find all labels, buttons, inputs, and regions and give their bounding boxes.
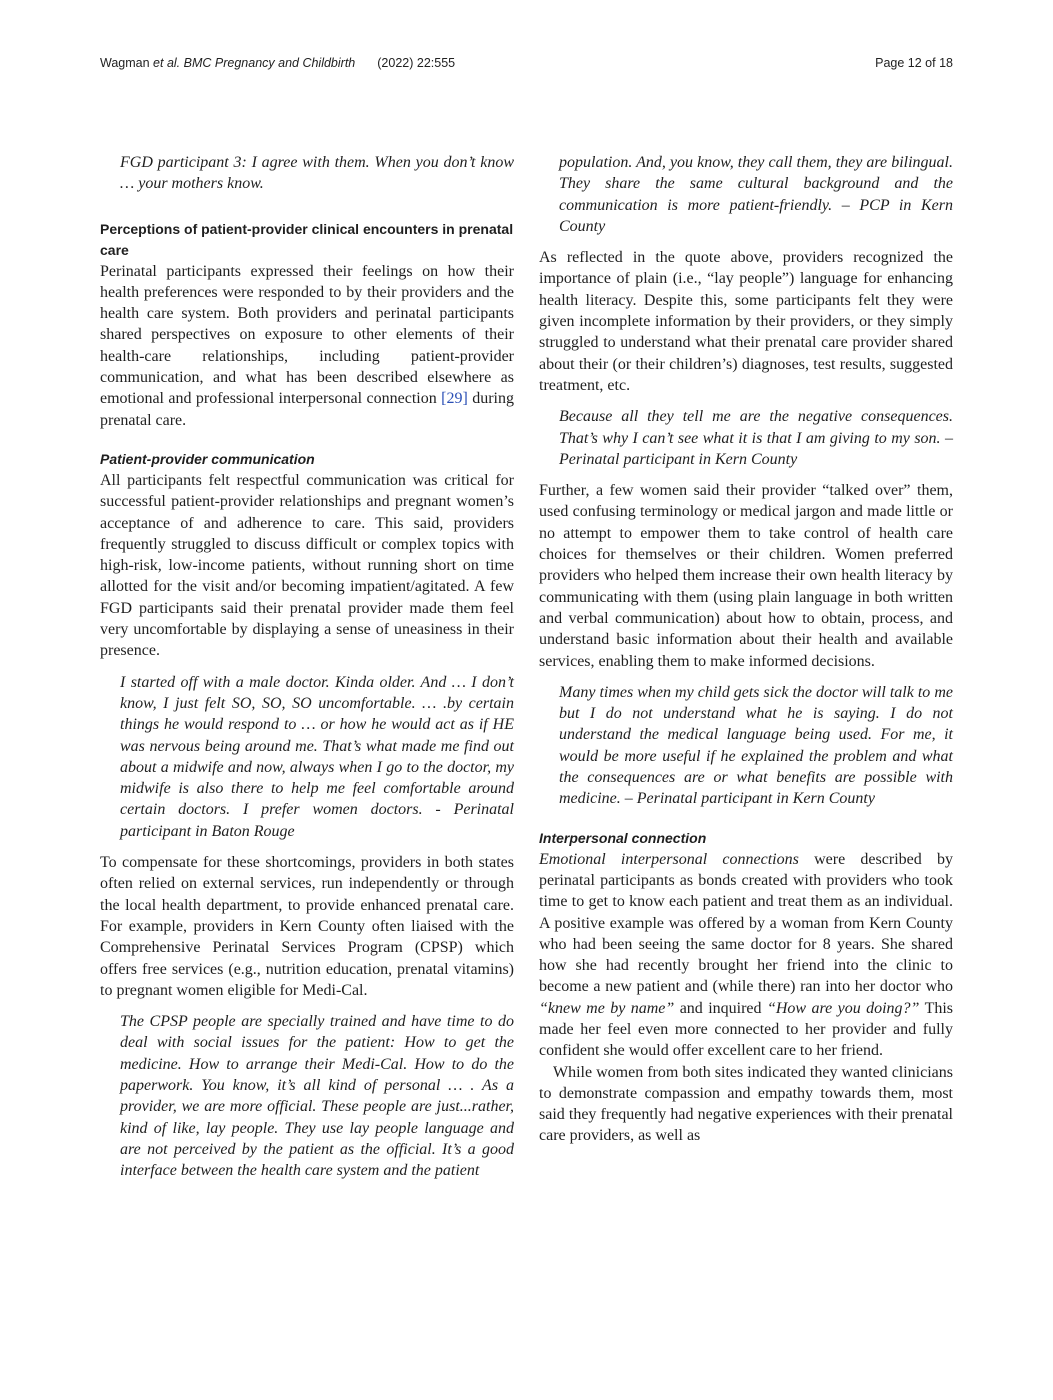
- right-column: [539, 152, 953, 1147]
- quote-kern-county-1: Because all they tell me are the negative consequences. That’s why I can’t see what it is that I am giving to my son. – Perinatal participant in Kern County: [559, 408, 953, 468]
- quote-kern-county-2: Many times when my child gets sick the doctor will talk to me but I do not understand what he is saying. I do not understand the medical language being used. For me, it would be more useful if he explained the problem and what the consequences are or what benefits are possible with medicine. – Perinatal participant in Kern County: [559, 683, 953, 808]
- subsection-heading: Interpersonal connection: [539, 829, 707, 846]
- running-header: [100, 56, 953, 76]
- subsection-heading: Patient-provider communication: [100, 450, 315, 467]
- paragraph: Emotional interpersonal connections were described by perinatal participants as bonds created with providers who took time to get to know each patient and treat them as an individual. A positive example was offered by a woman from Kern County who had been seeing the same doctor for 8 years. She shared how she had recently brought her friend into the clinic to become a new patient and (while there) ran into her doctor who “knew me by name” and inquired “How are you doing?” This made her feel even more connected to her provider and fully confident she would offer excellent care to her friend.: [539, 850, 954, 1060]
- quote-baton-rouge: I started off with a male doctor. Kinda older. And … I don’t know, I just felt SO, SO, SO uncomfortable. … .by certain things he would respond to … or how he would act as if HE was nervous being around me. That’s what made me find out about a midwife and now, always when I go to the doctor, my midwife is also there to help me feel comfortable around certain doctors. I prefer women doctors. - Perinatal participant in Baton Rouge: [120, 673, 514, 840]
- page-number: Page 12 of 18: [875, 56, 953, 70]
- paragraph: To compensate for these shortcomings, providers in both states often relied on external services, run independently or through the local health department, to provide enhanced prenatal care. For example, providers in Kern County often liaised with the Comprehensive Perinatal Services Program (CPSP) which offers free services (e.g., nutrition education, prenatal vitamins) to pregnant women eligible for Medi-Cal.: [100, 854, 514, 999]
- quote-pcp-continued: population. And, you know, they call them, they are bilingual. They share the same cultural background and the communication is more patient-friendly. – PCP in Kern County: [559, 154, 953, 235]
- citation: Wagman et al. BMC Pregnancy and Childbirth (2022) 22:555: [100, 56, 456, 70]
- quote-cpsp: The CPSP people are specially trained and have time to do deal with social issues for the patient: How to get the medicine. How to arrange their Medi-Cal. How to do the paperwork. You know, it’s all kind of personal … . As a provider, we are more official. These people are just...rather, kind of like, lay people. They use lay people language and are not perceived by the patient as the official. It’s a good interface between the health care system and the patient: [120, 1013, 514, 1180]
- quote-fgd-participant-3: FGD participant 3: I agree with them. When you don’t know … your mothers know.: [120, 154, 514, 193]
- citation-link[interactable]: [29]: [441, 390, 468, 408]
- section-heading: Perceptions of patient-provider clinical encounters in prenatal care: [100, 220, 514, 258]
- paragraph: While women from both sites indicated they wanted clinicians to demonstrate compassion and empathy towards them, most said they frequently had negative experiences with their prenatal care providers, as well as: [539, 1063, 953, 1145]
- paragraph: Further, a few women said their provider “talked over” them, used confusing terminology or medical jargon and made little or no attempt to empower them to take control of health care choices for themselves or their children. Women preferred providers who helped them increase their own health literacy by communicating with them (using plain language in both written and verbal communication) about how to obtain, process, and understand basic information about their health and available services, enabling them to make informed decisions.: [539, 482, 953, 670]
- paragraph: Perinatal participants expressed their feelings on how their health preferences were responded to by their providers and the health care system. Both providers and perinatal participants shared perspectives on exposure to other elements of their health-care relationships, including patient-provider communication, and what has been described elsewhere as emotional and professional interpersonal connection [29] during prenatal care.: [100, 262, 514, 429]
- paragraph: As reflected in the quote above, providers recognized the importance of plain (i.e., “lay people”) language for enhancing health literacy. Despite this, some participants felt they were given incomplete information by their providers, or they simply struggled to understand what their prenatal care provider shared about their (or their children’s) diagnoses, test results, suggested treatment, etc.: [539, 249, 953, 394]
- left-column: [100, 152, 514, 1181]
- paragraph: All participants felt respectful communication was critical for successful patient-provider relationships and pregnant women’s acceptance of and adherence to care. This said, providers frequently struggled to discuss difficult or complex topics with high-risk, low-income patients, without running short on time allotted for the visit and/or becoming impatient/agitated. A few FGD participants said their prenatal provider made them feel very uncomfortable by displaying a sense of uneasiness in their presence.: [100, 471, 514, 660]
